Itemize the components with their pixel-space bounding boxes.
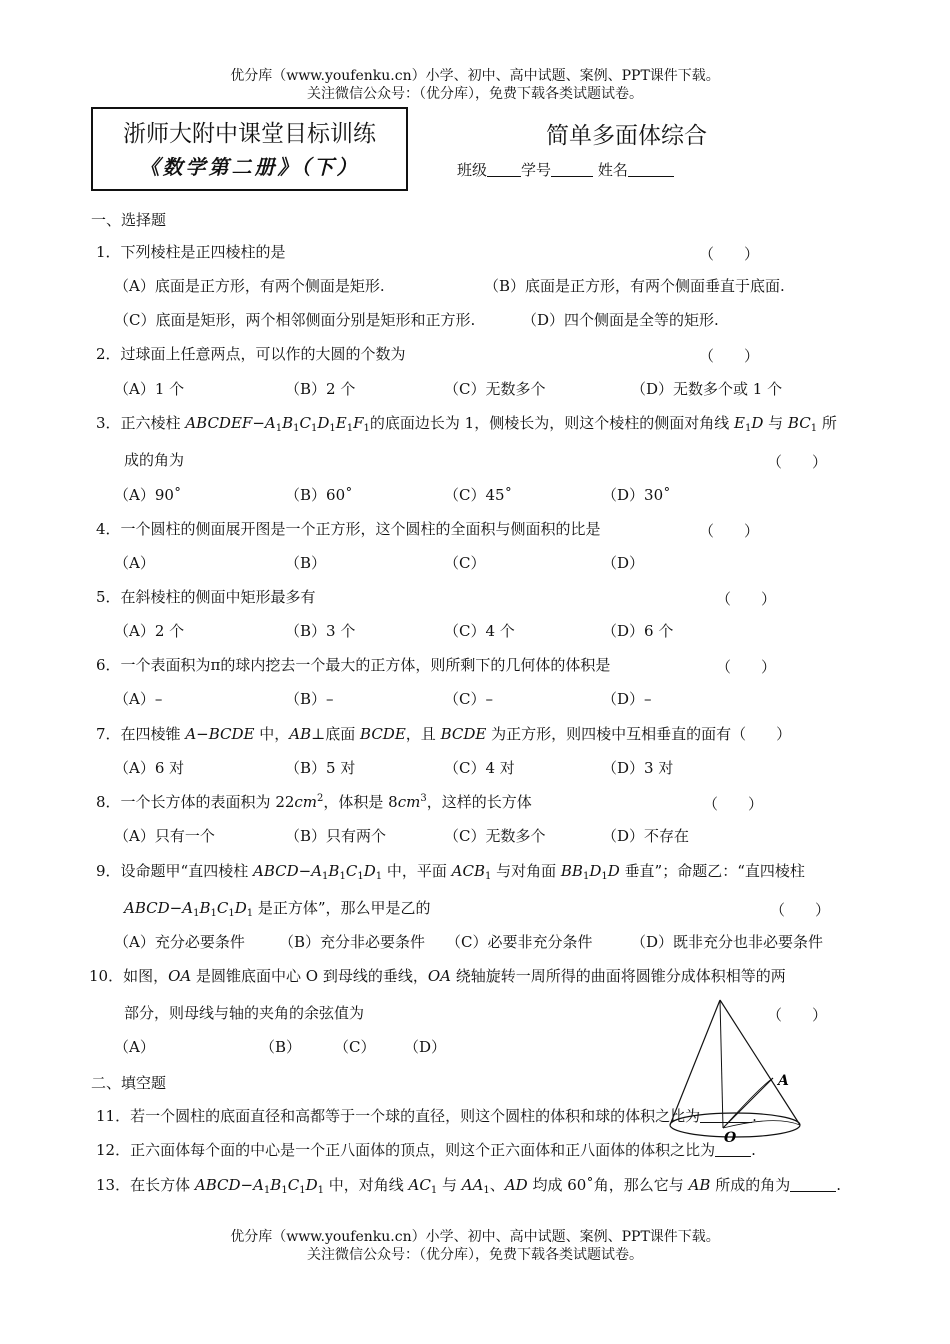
number-blank[interactable] (551, 162, 593, 177)
header-line-2: 关注微信公众号：（优分库），免费下载各类试题试卷。 (307, 86, 643, 102)
q4-option-c: （C） (444, 554, 486, 572)
q3-stem: 3．正六棱柱 $ABCDEF-A_1B_1C_1D_1E_1F_1$的底面边长为 1，侧棱长为，则这个棱柱的侧面对角线 $E_1D$ 与 $BC_1$ 所 (96, 414, 837, 434)
q7-option-d: （D）3 对 (602, 759, 674, 777)
q1-answer-paren: （ ） (699, 245, 760, 263)
q4-option-a: （A） (114, 554, 155, 572)
section-choice: 一、选择题 (91, 211, 167, 229)
q2-option-b: （B）2 个 (285, 380, 356, 398)
q11-answer-blank[interactable] (700, 1108, 752, 1123)
q8-option-b: （B）只有两个 (285, 827, 387, 845)
book-title: 《数学第二册》（下） (139, 155, 360, 179)
q3-option-c: （C）45˚ (444, 486, 513, 504)
title-box (91, 107, 408, 191)
q2-stem: 2．过球面上任意两点，可以作的大圆的个数为 (96, 345, 406, 363)
q1-option-d: （D）四个侧面是全等的矩形. (522, 311, 719, 329)
point-o-label: O (724, 1130, 737, 1146)
q1-option-a: （A）底面是正方形，有两个侧面是矩形. (114, 277, 385, 295)
q3-option-a: （A）90˚ (114, 486, 182, 504)
q12-stem: 12．正六面体每个面的中心是一个正八面体的顶点，则这个正六面体和正八面体的体积之比为 . (96, 1141, 756, 1159)
topic-title: 简单多面体综合 (546, 123, 707, 149)
q2-option-c: （C）无数多个 (444, 380, 546, 398)
q8-option-c: （C）无数多个 (444, 827, 546, 845)
q7-option-c: （C）4 对 (444, 759, 515, 777)
q7-option-b: （B）5 对 (285, 759, 356, 777)
header-line-1: 优分库（www.youfenku.cn）小学、初中、高中试题、案例、PPT课件下载。 (230, 68, 720, 84)
q7-option-a: （A）6 对 (114, 759, 185, 777)
q2-option-d: （D）无数多个或 1 个 (631, 380, 783, 398)
q1-stem: 1．下列棱柱是正四棱柱的是 (96, 243, 286, 261)
q12-answer-blank[interactable] (715, 1142, 751, 1157)
q3-option-b: （B）60˚ (285, 486, 353, 504)
q10-option-a: （A） (114, 1038, 155, 1056)
q5-option-b: （B）3 个 (285, 622, 356, 640)
number-label: 学号 (521, 161, 552, 179)
q2-option-a: （A）1 个 (114, 380, 185, 398)
q6-answer-paren: （ ） (716, 658, 777, 676)
q9-stem-line2: $ABCD-A_1B_1C_1D_1$ 是正方体”，那么甲是乙的 (124, 899, 431, 919)
student-info (457, 159, 674, 180)
q5-answer-paren: （ ） (716, 590, 777, 608)
cone-figure (650, 995, 810, 1155)
q9-option-b: （B）充分非必要条件 (279, 933, 426, 951)
q2-answer-paren: （ ） (699, 347, 760, 365)
q7-stem: 7．在四棱锥 A−BCDE 中，AB⊥底面 BCDE，且 BCDE 为正方形，则四棱中互相垂直的面有（ ） (96, 725, 792, 743)
q9-answer-paren: （ ） (770, 901, 831, 919)
q9-option-d: （D）既非充分也非必要条件 (631, 933, 824, 951)
q4-option-d: （D） (602, 554, 645, 572)
q1-option-c: （C）底面是矩形，两个相邻侧面分别是矩形和正方形. (114, 311, 476, 329)
q5-stem: 5．在斜棱柱的侧面中矩形最多有 (96, 588, 316, 606)
q13-stem: 13．在长方体 $ABCD-A_1B_1C_1D_1$ 中，对角线 $AC_1$ 与 $AA_1$、AD 均成 60˚角，那么它与 AB 所成的角为 . (96, 1176, 841, 1196)
name-label: 姓名 (597, 161, 628, 179)
q8-option-d: （D）不存在 (602, 827, 690, 845)
q10-stem: 10．如图，OA 是圆锥底面中心 O 到母线的垂线，OA 绕轴旋转一周所得的曲面将圆锥分成体积相等的两 (89, 967, 786, 985)
q10-option-d: （D） (404, 1038, 447, 1056)
q4-option-b: （B） (285, 554, 327, 572)
section-fill: 二、填空题 (91, 1074, 167, 1092)
q6-stem: 6．一个表面积为π的球内挖去一个最大的正方体，则所剩下的几何体的体积是 (96, 656, 611, 674)
class-blank[interactable] (487, 162, 521, 177)
q9-stem: 9．设命题甲“直四棱柱 $ABCD-A_1B_1C_1D_1$ 中，平面 $ACB_1$ 与对角面 $BB_1D_1D$ 垂直”；命题乙：“直四棱柱 (96, 862, 805, 882)
q8-stem: 8．一个长方体的表面积为 $22cm^2$，体积是 $8cm^3$，这样的长方体 (96, 793, 532, 811)
q4-answer-paren: （ ） (699, 522, 760, 540)
q9-option-a: （A）充分必要条件 (114, 933, 245, 951)
q8-option-a: （A）只有一个 (114, 827, 215, 845)
point-a-label: A (778, 1073, 789, 1089)
class-label: 班级 (457, 161, 488, 179)
q4-stem: 4．一个圆柱的侧面展开图是一个正方形，这个圆柱的全面积与侧面积的比是 (96, 520, 601, 538)
q13-answer-blank[interactable] (790, 1177, 836, 1192)
q6-option-c: （C）– (444, 690, 493, 708)
school-title: 浙师大附中课堂目标训练 (123, 121, 376, 147)
q10-option-c: （C） (334, 1038, 376, 1056)
q5-option-a: （A）2 个 (114, 622, 185, 640)
q1-option-b: （B）底面是正方形，有两个侧面垂直于底面. (484, 277, 785, 295)
q9-option-c: （C）必要非充分条件 (446, 933, 593, 951)
q6-option-b: （B）– (285, 690, 334, 708)
q3-answer-paren: （ ） (767, 453, 828, 471)
q5-option-d: （D）6 个 (602, 622, 674, 640)
q8-answer-paren: （ ） (703, 795, 764, 813)
q6-option-a: （A）– (114, 690, 163, 708)
q6-option-d: （D）– (602, 690, 652, 708)
q3-option-d: （D）30˚ (602, 486, 671, 504)
q11-stem: 11．若一个圆柱的底面直径和高都等于一个球的直径，则这个圆柱的体积和球的体积之比为 . (96, 1107, 757, 1125)
name-blank[interactable] (628, 162, 674, 177)
q5-option-c: （C）4 个 (444, 622, 515, 640)
q10-option-b: （B） (260, 1038, 302, 1056)
footer-line-2: 关注微信公众号：（优分库），免费下载各类试题试卷。 (307, 1247, 643, 1263)
q10-stem-line2: 部分，则母线与轴的夹角的余弦值为 (124, 1004, 365, 1022)
q10-answer-paren: （ ） (767, 1006, 828, 1024)
q3-stem-line2: 成的角为 (124, 451, 185, 469)
footer-line-1: 优分库（www.youfenku.cn）小学、初中、高中试题、案例、PPT课件下载。 (230, 1229, 720, 1245)
